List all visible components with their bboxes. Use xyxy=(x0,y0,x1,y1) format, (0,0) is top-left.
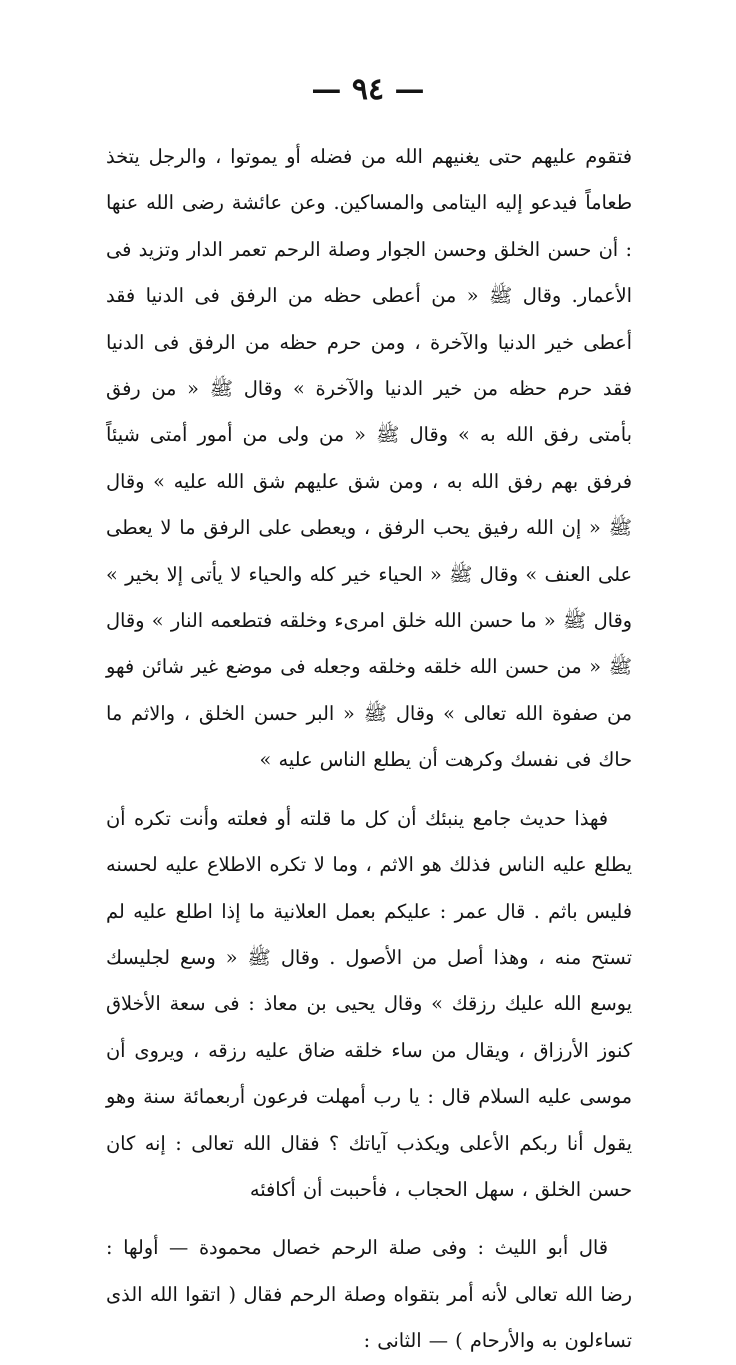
page-body-text xyxy=(106,134,632,1365)
paragraph-2: فهذا حديث جامع ينبئك أن كل ما قلته أو فعلته وأنت تكره أن يطلع عليه الناس فذلك هو الاثم ، وما لا تكره الاطلاع عليه لحسنه فليس باثم . قال عمر : عليكم بعمل العلانية ما إذا اطلع عليه لم تستح منه ، وهذا أصل من الأصول . وقال ﷺ « وسع لجليسك يوسع الله عليك رزقك » وقال يحيى بن معاذ : فى سعة الأخلاق كنوز الأرزاق ، ويقال من ساء خلقه ضاق عليه رزقه ، ويروى أن موسى عليه السلام قال : يا رب أمهلت فرعون أربعمائة سنة وهو يقول أنا ربكم الأعلى ويكذب آياتك ؟ فقال الله تعالى : إنه كان حسن الخلق ، سهل الحجاب ، فأحببت أن أكافئه xyxy=(106,806,632,1201)
paragraph-3: قال أبو الليث : وفى صلة الرحم خصال محمودة — أولها : رضا الله تعالى لأنه أمر بتقواه وصلة الرحم فقال ( اتقوا الله الذى تساءلون به والأرحام ) — الثانى : xyxy=(106,1236,632,1353)
page-number: — ٩٤ — xyxy=(311,72,425,107)
paragraph-1: فتقوم عليهم حتى يغنيهم الله من فضله أو يموتوا ، والرجل يتخذ طعاماً فيدعو إليه اليتامى والمساكين. وعن عائشة رضى الله عنها : أن حسن الخلق وحسن الجوار وصلة الرحم تعمر الدار وتزيد فى الأعمار. وقال ﷺ « من أعطى حظه من الرفق فى الدنيا فقد أعطى خير الدنيا والآخرة ، ومن حرم حظه من الرفق فى الدنيا فقد حرم حظه من خير الدنيا والآخرة » وقال ﷺ « من رفق بأمتى رفق الله به » وقال ﷺ « من ولى من أمور أمتى شيئاً فرفق بهم رفق الله به ، ومن شق عليهم شق الله عليه » وقال ﷺ « إن الله رفيق يحب الرفق ، ويعطى على الرفق ما لا يعطى على العنف » وقال ﷺ « الحياء خير كله والحياء لا يأتى إلا بخير » وقال ﷺ « ما حسن الله خلق امرىء وخلقه فتطعمه النار » وقال ﷺ « من حسن الله خلقه وخلقه وجعله فى موضع غير شائن فهو من صفوة الله تعالى » وقال ﷺ « البر حسن الخلق ، والاثم ما حاك فى نفسك وكرهت أن يطلع الناس عليه » xyxy=(106,145,632,772)
